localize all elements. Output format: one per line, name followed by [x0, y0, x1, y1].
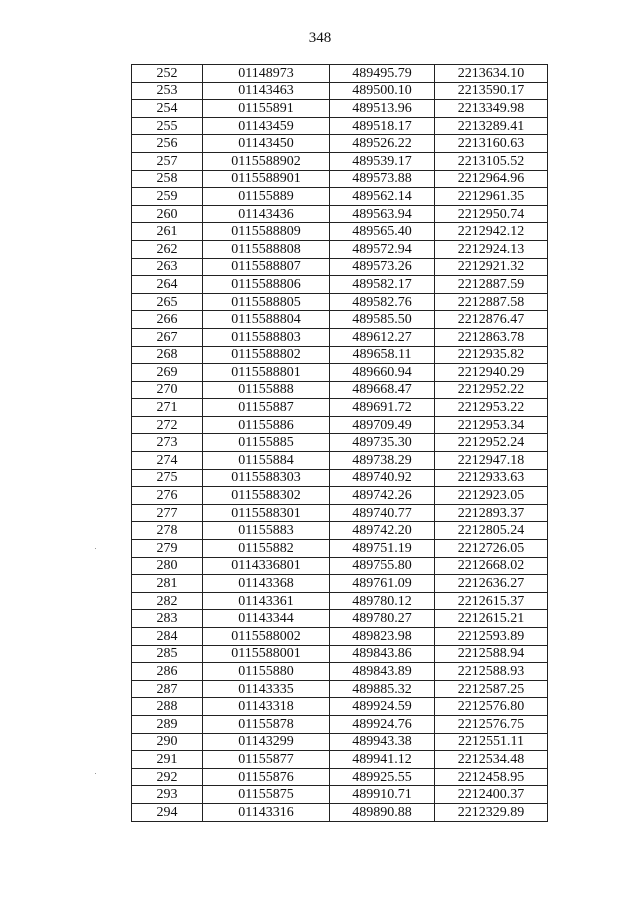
- point-id-cell: 0115588803: [203, 328, 330, 346]
- y-coordinate-cell: 2212950.74: [435, 205, 548, 223]
- x-coordinate-cell: 489573.26: [330, 258, 435, 276]
- point-id-cell: 01155878: [203, 715, 330, 733]
- point-id-cell: 0115588807: [203, 258, 330, 276]
- row-number-cell: 266: [132, 311, 203, 329]
- y-coordinate-cell: 2212893.37: [435, 504, 548, 522]
- x-coordinate-cell: 489885.32: [330, 680, 435, 698]
- table-row: [132, 117, 548, 135]
- point-id-cell: 01143299: [203, 733, 330, 751]
- y-coordinate-cell: 2213590.17: [435, 82, 548, 100]
- x-coordinate-cell: 489742.20: [330, 522, 435, 540]
- table-row: [132, 803, 548, 821]
- point-id-cell: 01155876: [203, 768, 330, 786]
- x-coordinate-cell: 489658.11: [330, 346, 435, 364]
- x-coordinate-cell: 489668.47: [330, 381, 435, 399]
- x-coordinate-cell: 489761.09: [330, 575, 435, 593]
- table-row: [132, 100, 548, 118]
- row-number-cell: 277: [132, 504, 203, 522]
- row-number-cell: 292: [132, 768, 203, 786]
- y-coordinate-cell: 2212551.11: [435, 733, 548, 751]
- row-number-cell: 294: [132, 803, 203, 821]
- y-coordinate-cell: 2212576.80: [435, 698, 548, 716]
- point-id-cell: 01143450: [203, 135, 330, 153]
- row-number-cell: 279: [132, 540, 203, 558]
- point-id-cell: 0115588804: [203, 311, 330, 329]
- table-row: [132, 399, 548, 417]
- x-coordinate-cell: 489582.17: [330, 276, 435, 294]
- table-row: [132, 346, 548, 364]
- table-row: [132, 733, 548, 751]
- table-row: [132, 487, 548, 505]
- table-row: [132, 663, 548, 681]
- row-number-cell: 283: [132, 610, 203, 628]
- row-number-cell: 275: [132, 469, 203, 487]
- x-coordinate-cell: 489500.10: [330, 82, 435, 100]
- table-row: [132, 416, 548, 434]
- table-row: [132, 188, 548, 206]
- point-id-cell: 01155885: [203, 434, 330, 452]
- row-number-cell: 287: [132, 680, 203, 698]
- point-id-cell: 0115588801: [203, 364, 330, 382]
- table-row: [132, 276, 548, 294]
- x-coordinate-cell: 489740.92: [330, 469, 435, 487]
- table-row: [132, 364, 548, 382]
- point-id-cell: 01143344: [203, 610, 330, 628]
- point-id-cell: 0115588902: [203, 152, 330, 170]
- x-coordinate-cell: 489735.30: [330, 434, 435, 452]
- table-row: [132, 786, 548, 804]
- row-number-cell: 259: [132, 188, 203, 206]
- y-coordinate-cell: 2212921.32: [435, 258, 548, 276]
- point-id-cell: 0115588802: [203, 346, 330, 364]
- scan-speck: [95, 548, 96, 549]
- table-row: [132, 715, 548, 733]
- y-coordinate-cell: 2212400.37: [435, 786, 548, 804]
- point-id-cell: 01155882: [203, 540, 330, 558]
- table-row: [132, 768, 548, 786]
- row-number-cell: 256: [132, 135, 203, 153]
- row-number-cell: 258: [132, 170, 203, 188]
- row-number-cell: 270: [132, 381, 203, 399]
- table-row: [132, 452, 548, 470]
- x-coordinate-cell: 489612.27: [330, 328, 435, 346]
- table-row: [132, 751, 548, 769]
- point-id-cell: 01155875: [203, 786, 330, 804]
- table-row: [132, 135, 548, 153]
- y-coordinate-cell: 2212933.63: [435, 469, 548, 487]
- row-number-cell: 286: [132, 663, 203, 681]
- point-id-cell: 0115588808: [203, 240, 330, 258]
- table-row: [132, 240, 548, 258]
- y-coordinate-cell: 2212952.24: [435, 434, 548, 452]
- row-number-cell: 291: [132, 751, 203, 769]
- table-row: [132, 575, 548, 593]
- row-number-cell: 290: [132, 733, 203, 751]
- y-coordinate-cell: 2212588.93: [435, 663, 548, 681]
- row-number-cell: 276: [132, 487, 203, 505]
- y-coordinate-cell: 2212726.05: [435, 540, 548, 558]
- row-number-cell: 272: [132, 416, 203, 434]
- point-id-cell: 01155887: [203, 399, 330, 417]
- row-number-cell: 253: [132, 82, 203, 100]
- row-number-cell: 284: [132, 628, 203, 646]
- x-coordinate-cell: 489924.76: [330, 715, 435, 733]
- point-id-cell: 01155880: [203, 663, 330, 681]
- x-coordinate-cell: 489843.86: [330, 645, 435, 663]
- x-coordinate-cell: 489526.22: [330, 135, 435, 153]
- table-row: [132, 258, 548, 276]
- table-row: [132, 592, 548, 610]
- row-number-cell: 269: [132, 364, 203, 382]
- row-number-cell: 273: [132, 434, 203, 452]
- scan-speck: [95, 773, 96, 774]
- x-coordinate-cell: 489780.27: [330, 610, 435, 628]
- x-coordinate-cell: 489910.71: [330, 786, 435, 804]
- row-number-cell: 288: [132, 698, 203, 716]
- table-row: [132, 522, 548, 540]
- table-row: [132, 82, 548, 100]
- table-row: [132, 680, 548, 698]
- y-coordinate-cell: 2212947.18: [435, 452, 548, 470]
- point-id-cell: 01143459: [203, 117, 330, 135]
- y-coordinate-cell: 2212953.22: [435, 399, 548, 417]
- y-coordinate-cell: 2212668.02: [435, 557, 548, 575]
- y-coordinate-cell: 2212964.96: [435, 170, 548, 188]
- row-number-cell: 257: [132, 152, 203, 170]
- table-row: [132, 557, 548, 575]
- point-id-cell: 01155889: [203, 188, 330, 206]
- row-number-cell: 268: [132, 346, 203, 364]
- table-row: [132, 170, 548, 188]
- row-number-cell: 262: [132, 240, 203, 258]
- x-coordinate-cell: 489513.96: [330, 100, 435, 118]
- point-id-cell: 0115588805: [203, 293, 330, 311]
- point-id-cell: 0115588901: [203, 170, 330, 188]
- x-coordinate-cell: 489941.12: [330, 751, 435, 769]
- row-number-cell: 264: [132, 276, 203, 294]
- x-coordinate-cell: 489751.19: [330, 540, 435, 558]
- x-coordinate-cell: 489572.94: [330, 240, 435, 258]
- x-coordinate-cell: 489740.77: [330, 504, 435, 522]
- row-number-cell: 254: [132, 100, 203, 118]
- x-coordinate-cell: 489924.59: [330, 698, 435, 716]
- row-number-cell: 252: [132, 65, 203, 83]
- table-row: [132, 645, 548, 663]
- x-coordinate-cell: 489660.94: [330, 364, 435, 382]
- x-coordinate-cell: 489780.12: [330, 592, 435, 610]
- y-coordinate-cell: 2212587.25: [435, 680, 548, 698]
- x-coordinate-cell: 489943.38: [330, 733, 435, 751]
- table-row: [132, 381, 548, 399]
- point-id-cell: 0115588302: [203, 487, 330, 505]
- y-coordinate-cell: 2213289.41: [435, 117, 548, 135]
- table-row: [132, 205, 548, 223]
- table-row: [132, 469, 548, 487]
- row-number-cell: 255: [132, 117, 203, 135]
- table-row: [132, 434, 548, 452]
- point-id-cell: 01143361: [203, 592, 330, 610]
- y-coordinate-cell: 2212329.89: [435, 803, 548, 821]
- row-number-cell: 285: [132, 645, 203, 663]
- point-id-cell: 01143335: [203, 680, 330, 698]
- point-id-cell: 0115588809: [203, 223, 330, 241]
- table-row: [132, 540, 548, 558]
- row-number-cell: 260: [132, 205, 203, 223]
- y-coordinate-cell: 2212593.89: [435, 628, 548, 646]
- point-id-cell: 01155883: [203, 522, 330, 540]
- row-number-cell: 271: [132, 399, 203, 417]
- table-row: [132, 610, 548, 628]
- point-id-cell: 01155877: [203, 751, 330, 769]
- y-coordinate-cell: 2213634.10: [435, 65, 548, 83]
- point-id-cell: 01143316: [203, 803, 330, 821]
- y-coordinate-cell: 2212935.82: [435, 346, 548, 364]
- x-coordinate-cell: 489518.17: [330, 117, 435, 135]
- y-coordinate-cell: 2212576.75: [435, 715, 548, 733]
- y-coordinate-cell: 2212636.27: [435, 575, 548, 593]
- point-id-cell: 01155888: [203, 381, 330, 399]
- coordinates-table-body: [132, 65, 548, 822]
- x-coordinate-cell: 489843.89: [330, 663, 435, 681]
- row-number-cell: 293: [132, 786, 203, 804]
- y-coordinate-cell: 2212534.48: [435, 751, 548, 769]
- x-coordinate-cell: 489823.98: [330, 628, 435, 646]
- table-row: [132, 152, 548, 170]
- point-id-cell: 01155884: [203, 452, 330, 470]
- table-row: [132, 311, 548, 329]
- x-coordinate-cell: 489495.79: [330, 65, 435, 83]
- point-id-cell: 0115588303: [203, 469, 330, 487]
- point-id-cell: 0114336801: [203, 557, 330, 575]
- table-row: [132, 504, 548, 522]
- y-coordinate-cell: 2212863.78: [435, 328, 548, 346]
- x-coordinate-cell: 489742.26: [330, 487, 435, 505]
- row-number-cell: 282: [132, 592, 203, 610]
- y-coordinate-cell: 2212953.34: [435, 416, 548, 434]
- x-coordinate-cell: 489539.17: [330, 152, 435, 170]
- row-number-cell: 261: [132, 223, 203, 241]
- row-number-cell: 263: [132, 258, 203, 276]
- y-coordinate-cell: 2212887.58: [435, 293, 548, 311]
- point-id-cell: 0115588301: [203, 504, 330, 522]
- row-number-cell: 274: [132, 452, 203, 470]
- coordinates-table: [131, 64, 548, 822]
- y-coordinate-cell: 2212952.22: [435, 381, 548, 399]
- point-id-cell: 01143436: [203, 205, 330, 223]
- row-number-cell: 281: [132, 575, 203, 593]
- table-row: [132, 698, 548, 716]
- row-number-cell: 280: [132, 557, 203, 575]
- y-coordinate-cell: 2212887.59: [435, 276, 548, 294]
- y-coordinate-cell: 2212876.47: [435, 311, 548, 329]
- point-id-cell: 01143368: [203, 575, 330, 593]
- y-coordinate-cell: 2212458.95: [435, 768, 548, 786]
- row-number-cell: 267: [132, 328, 203, 346]
- y-coordinate-cell: 2213160.63: [435, 135, 548, 153]
- y-coordinate-cell: 2212942.12: [435, 223, 548, 241]
- point-id-cell: 0115588806: [203, 276, 330, 294]
- x-coordinate-cell: 489562.14: [330, 188, 435, 206]
- y-coordinate-cell: 2212923.05: [435, 487, 548, 505]
- table-row: [132, 293, 548, 311]
- table-row: [132, 628, 548, 646]
- point-id-cell: 0115588001: [203, 645, 330, 663]
- table-row: [132, 223, 548, 241]
- y-coordinate-cell: 2213105.52: [435, 152, 548, 170]
- row-number-cell: 265: [132, 293, 203, 311]
- y-coordinate-cell: 2212805.24: [435, 522, 548, 540]
- x-coordinate-cell: 489565.40: [330, 223, 435, 241]
- row-number-cell: 278: [132, 522, 203, 540]
- y-coordinate-cell: 2212588.94: [435, 645, 548, 663]
- y-coordinate-cell: 2212615.37: [435, 592, 548, 610]
- x-coordinate-cell: 489582.76: [330, 293, 435, 311]
- point-id-cell: 01148973: [203, 65, 330, 83]
- x-coordinate-cell: 489890.88: [330, 803, 435, 821]
- y-coordinate-cell: 2212961.35: [435, 188, 548, 206]
- point-id-cell: 01143318: [203, 698, 330, 716]
- x-coordinate-cell: 489709.49: [330, 416, 435, 434]
- y-coordinate-cell: 2213349.98: [435, 100, 548, 118]
- point-id-cell: 01143463: [203, 82, 330, 100]
- x-coordinate-cell: 489755.80: [330, 557, 435, 575]
- point-id-cell: 0115588002: [203, 628, 330, 646]
- x-coordinate-cell: 489563.94: [330, 205, 435, 223]
- page-number: 348: [308, 30, 332, 46]
- point-id-cell: 01155891: [203, 100, 330, 118]
- x-coordinate-cell: 489573.88: [330, 170, 435, 188]
- y-coordinate-cell: 2212924.13: [435, 240, 548, 258]
- x-coordinate-cell: 489585.50: [330, 311, 435, 329]
- y-coordinate-cell: 2212615.21: [435, 610, 548, 628]
- table-row: [132, 328, 548, 346]
- row-number-cell: 289: [132, 715, 203, 733]
- table-row: [132, 65, 548, 83]
- point-id-cell: 01155886: [203, 416, 330, 434]
- x-coordinate-cell: 489738.29: [330, 452, 435, 470]
- y-coordinate-cell: 2212940.29: [435, 364, 548, 382]
- x-coordinate-cell: 489925.55: [330, 768, 435, 786]
- x-coordinate-cell: 489691.72: [330, 399, 435, 417]
